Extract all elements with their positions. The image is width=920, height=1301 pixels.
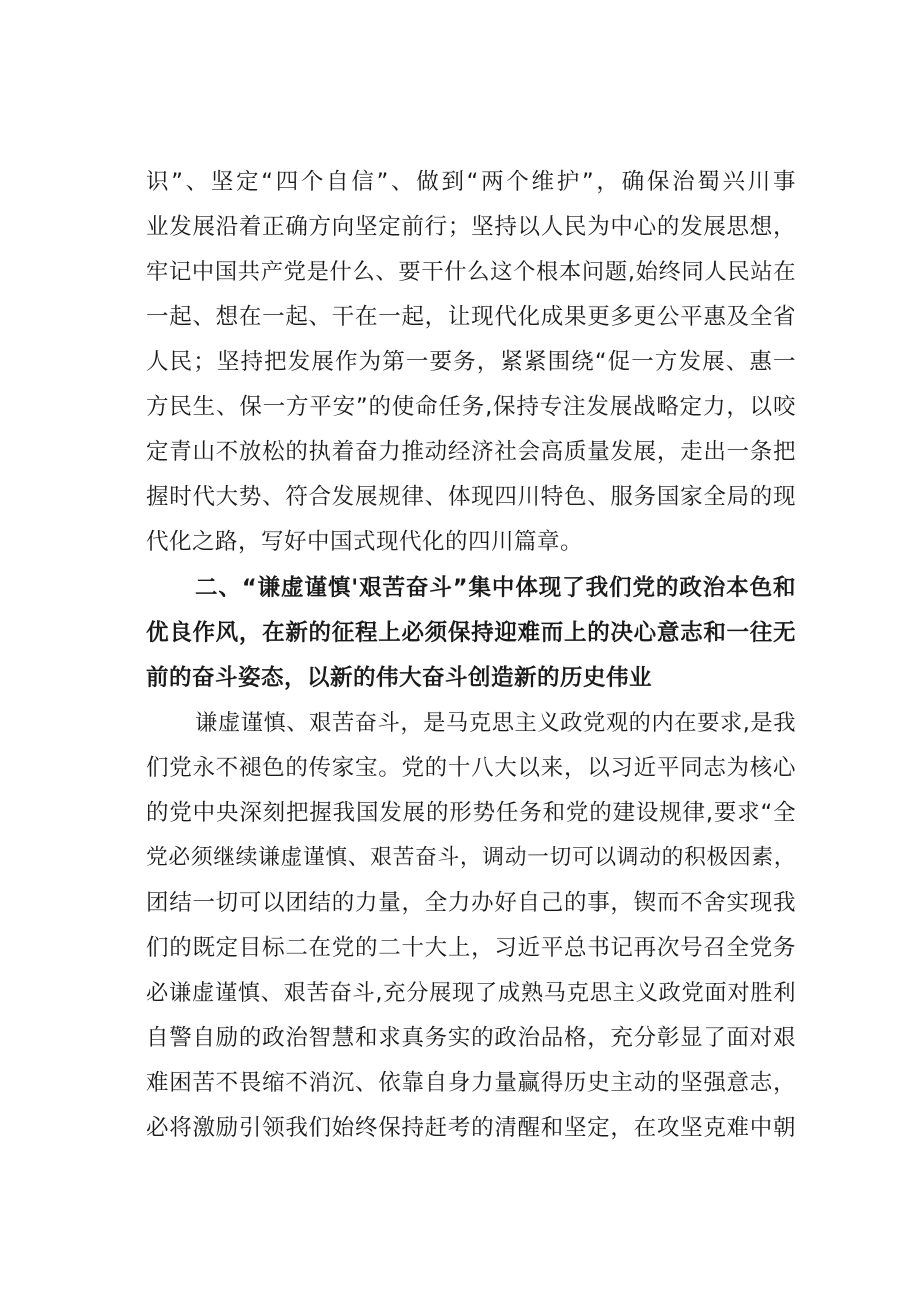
paragraph-line: 们党永不褪色的传家宝。党的十八大以来，以习近平同志为核心 [146,755,796,781]
paragraph-line: 握时代大势、符合发展规律、体现四川特色、服务国家全局的现 [146,484,796,510]
section-heading-line: 前的奋斗姿态，以新的伟大奋斗创造新的历史伟业 [146,665,653,691]
paragraph-line: 谦虚谨慎、艰苦奋斗，是马克思主义政党观的内在要求,是我 [195,710,796,736]
paragraph-line: 团结一切可以团结的力量，全力办好自己的事，锲而不舍实现我 [146,890,796,916]
paragraph-line: 代化之路，写好中国式现代化的四川篇章。 [146,529,584,555]
paragraph-line: 人民；坚持把发展作为第一要务，紧紧围绕“促一方发展、惠一 [146,349,796,375]
paragraph-line: 牢记中国共产党是什么、要干什么这个根本问题,始终同人民站在 [146,259,796,285]
paragraph-line: 识”、坚定“四个自信”、做到“两个维护”，确保治蜀兴川事 [146,169,796,195]
paragraph-line: 难困苦不畏缩不消沉、依靠自身力量赢得历史主动的坚强意志， [146,1070,796,1096]
section-heading-line: 优良作风，在新的征程上必须保持迎难而上的决心意志和一往无 [146,620,796,646]
section-heading-line: 二、“谦虚谨慎'艰苦奋斗”集中体现了我们党的政治本色和 [195,575,796,601]
paragraph-line: 们的既定目标二在党的二十大上，习近平总书记再次号召全党务 [146,935,796,961]
paragraph-line: 业发展沿着正确方向坚定前行；坚持以人民为中心的发展思想， [146,214,796,240]
paragraph-line: 方民生、保一方平安”的使命任务,保持专注发展战略定力，以咬 [146,394,796,420]
paragraph-line: 一起、想在一起、干在一起，让现代化成果更多更公平惠及全省 [146,304,796,330]
paragraph-line: 必谦虚谨慎、艰苦奋斗,充分展现了成熟马克思主义政党面对胜利 [146,980,796,1006]
paragraph-line: 定青山不放松的执着奋力推动经济社会高质量发展，走出一条把 [146,439,796,465]
paragraph-line: 的党中央深刻把握我国发展的形势任务和党的建设规律,要求“全 [146,800,796,826]
paragraph-line: 党必须继续谦虚谨慎、艰苦奋斗，调动一切可以调动的积极因素， [146,845,796,870]
paragraph-line: 自警自励的政治智慧和求真务实的政治品格，充分彰显了面对艰 [146,1025,796,1051]
paragraph-line: 必将激励引领我们始终保持赶考的清醒和坚定，在攻坚克难中朝 [146,1115,796,1141]
